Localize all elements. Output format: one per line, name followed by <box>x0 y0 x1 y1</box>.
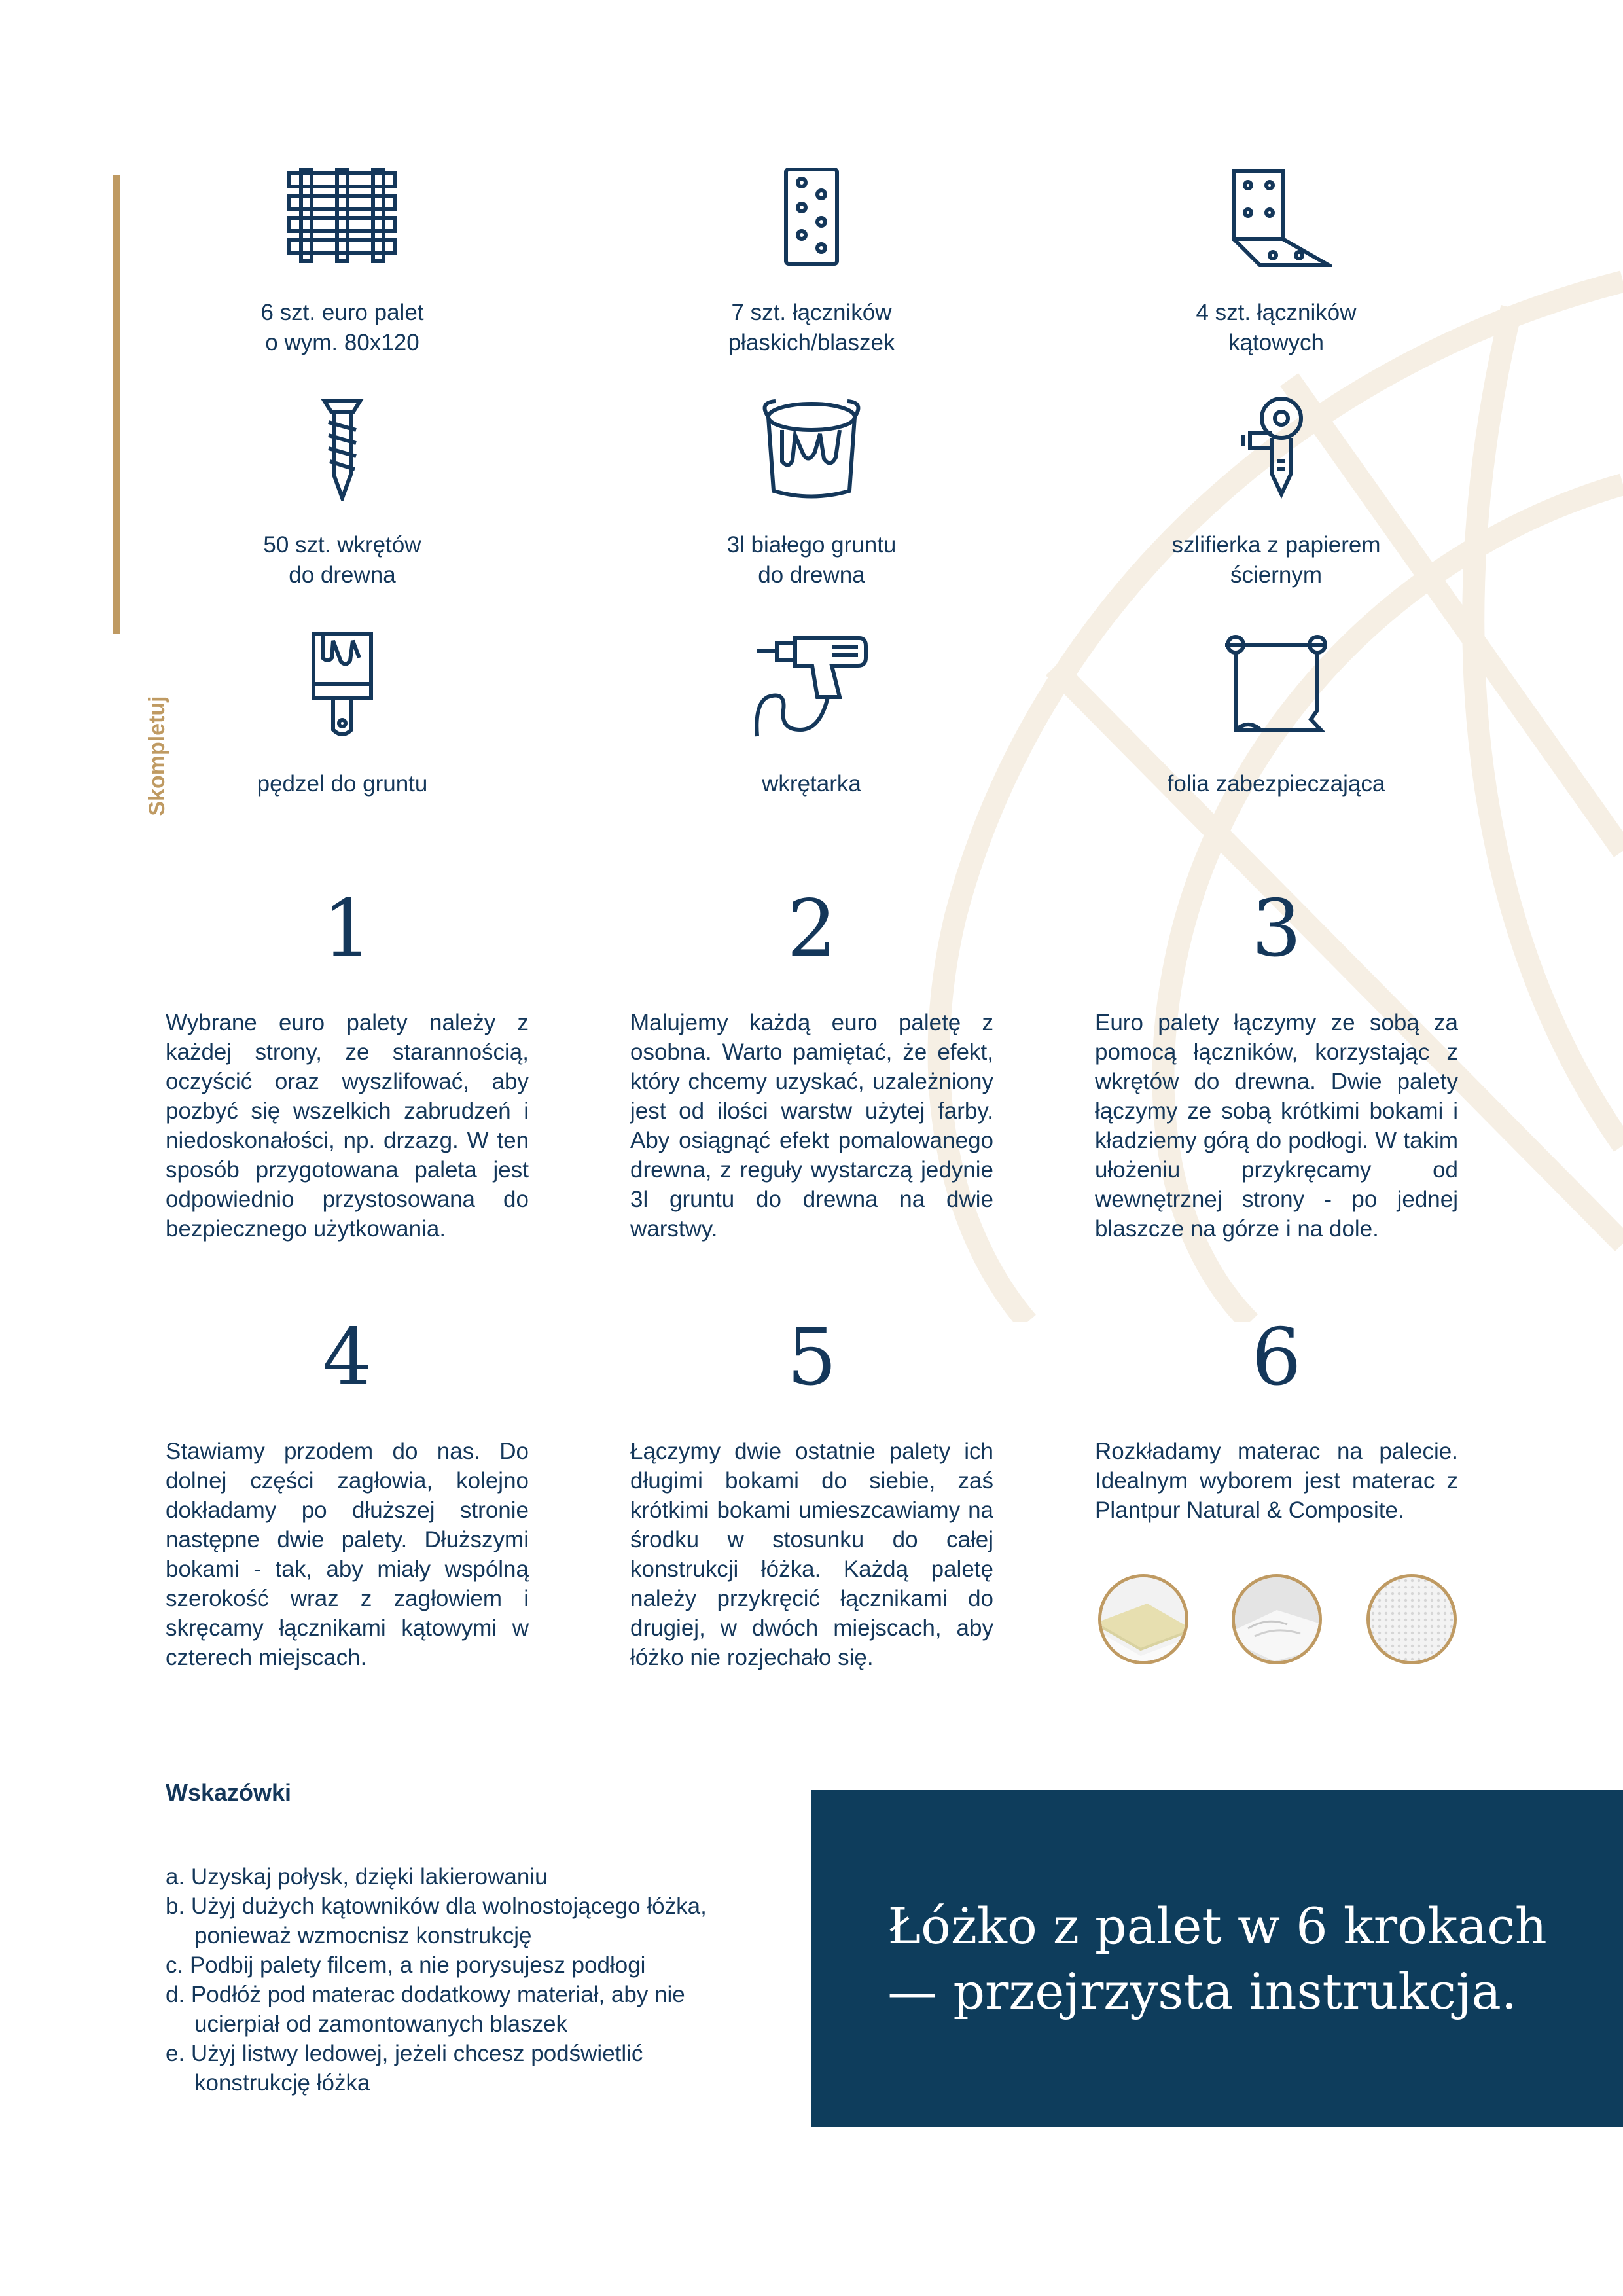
material-label: folia zabezpieczająca <box>1167 771 1385 797</box>
material-wood-screws <box>179 396 506 590</box>
material-protective-foil <box>1113 632 1440 799</box>
step-number: 4 <box>322 1312 372 1403</box>
paintbrush-icon <box>310 632 375 740</box>
material-label: 6 szt. euro palet o wym. 80x120 <box>260 300 424 355</box>
material-drill <box>648 632 975 799</box>
mattress-thumbnails <box>1098 1574 1465 1666</box>
tip-item: a. Uzyskaj połysk, dzięki lakierowaniu <box>166 1864 548 1890</box>
protective-foil-roll-icon <box>1222 632 1330 740</box>
tip-item: b. Użyj dużych kątowników dla wolnostojącego łóżka, ponieważ wzmocnisz konstrukcję <box>166 1893 707 1948</box>
step-5 <box>630 1312 993 1672</box>
material-primer <box>648 396 975 590</box>
tips-title: Wskazówki <box>166 1779 292 1806</box>
material-label: pędzel do gruntu <box>257 771 428 797</box>
material-label: 4 szt. łączników kątowych <box>1196 300 1357 355</box>
step-6 <box>1095 1312 1458 1525</box>
step-text: Malujemy każdą euro paletę z osobna. Warto pamiętać, że efekt, który chcemy uzyskać, uzależniony jest od ilości warstw użytej farby. Aby osiągnąć efekt pomalowanego drewna, z reguły wystarczą jedynie 3l gruntu do drewna na dwie warstwy. <box>630 1010 993 1242</box>
tip-item: e. Użyj listwy ledowej, jeżeli chcesz podświetlić konstrukcję łóżka <box>166 2041 643 2096</box>
mattress-cover-thumbnail <box>1232 1574 1322 1664</box>
fabric-texture-thumbnail <box>1366 1574 1457 1664</box>
material-flat-connectors <box>648 167 975 358</box>
tip-item: d. Podłóż pod materac dodatkowy materiał, aby nie ucierpiał od zamontowanych blaszek <box>166 1982 685 2037</box>
step-number: 2 <box>787 884 837 975</box>
sidebar-accent-line <box>113 175 120 634</box>
step-text: Rozkładamy materac na palecie. Idealnym wyborem jest materac z Plantpur Natural & Composite. <box>1095 1439 1458 1523</box>
step-1 <box>166 884 529 1244</box>
paint-bucket-icon <box>756 396 867 501</box>
material-label: szlifierka z papierem ściernym <box>1171 532 1381 588</box>
material-label: 7 szt. łączników płaskich/blaszek <box>728 300 895 355</box>
step-text: Łączymy dwie ostatnie palety ich długimi bokami do siebie, zaś krótkimi bokami umieszcawiamy na środku w stosunku do całej konstrukcji łóżka. Każdą paletę należy przykręcić łącznikami do drugiej, w dwóch miejscach, aby łóżko nie rozjechało się. <box>630 1439 993 1670</box>
step-number: 1 <box>322 884 372 975</box>
mattress-layers-thumbnail <box>1098 1574 1188 1664</box>
material-label: 3l białego gruntu do drewna <box>726 532 897 588</box>
tips-list <box>166 1862 755 2098</box>
material-sander <box>1113 396 1440 590</box>
pallet-icon <box>287 167 398 268</box>
step-3 <box>1095 884 1458 1244</box>
material-angle-connectors <box>1113 167 1440 358</box>
step-text: Euro palety łączymy ze sobą za pomocą łączników, korzystając z wkrętów do drewna. Dwie palety łączymy ze sobą krótkimi bokami i kładziemy górą do podłogi. W takim ułożeniu przykręcamy od wewnętrznej strony - po jednej blaszcze na górze i na dole. <box>1095 1010 1458 1242</box>
material-brush <box>179 632 506 799</box>
step-text: Stawiamy przodem do nas. Do dolnej części zagłowia, kolejno dokładamy po dłuższej stronie następne dwie palety. Dłuższymi bokami - tak, aby miały wspólną szerokość wraz z zagłowiem i skręcamy łącznikami kątowymi w czterech miejscach. <box>166 1439 529 1670</box>
wood-screw-icon <box>319 396 365 501</box>
tip-item: c. Podbij palety filcem, a nie porysujesz podłogi <box>166 1952 646 1978</box>
title-banner <box>812 1790 1623 2127</box>
drill-icon <box>755 632 869 740</box>
angle-bracket-icon <box>1221 167 1332 268</box>
material-label: 50 szt. wkrętów do drewna <box>263 532 421 588</box>
step-number: 5 <box>787 1312 837 1403</box>
step-4 <box>166 1312 529 1672</box>
step-2 <box>630 884 993 1244</box>
step-text: Wybrane euro palety należy z każdej strony, ze starannością, oczyścić oraz wyszlifować, aby pozbyć się wszelkich zabrudzeń i niedoskonałości, np. drzazg. W ten sposób przygotowana paleta jest odpowiednio przystosowana do bezpiecznego użytkowania. <box>166 1010 529 1242</box>
banner-title: Łóżko z palet w 6 krokach — przejrzysta instrukcja. <box>887 1896 1547 2020</box>
material-label: wkrętarka <box>762 771 861 797</box>
material-euro-pallets <box>179 167 506 358</box>
sidebar-label: Skompletuj <box>145 696 169 816</box>
step-number: 6 <box>1251 1312 1302 1403</box>
flat-plate-connector-icon <box>782 167 841 268</box>
angle-grinder-icon <box>1237 396 1315 501</box>
step-number: 3 <box>1251 884 1302 975</box>
